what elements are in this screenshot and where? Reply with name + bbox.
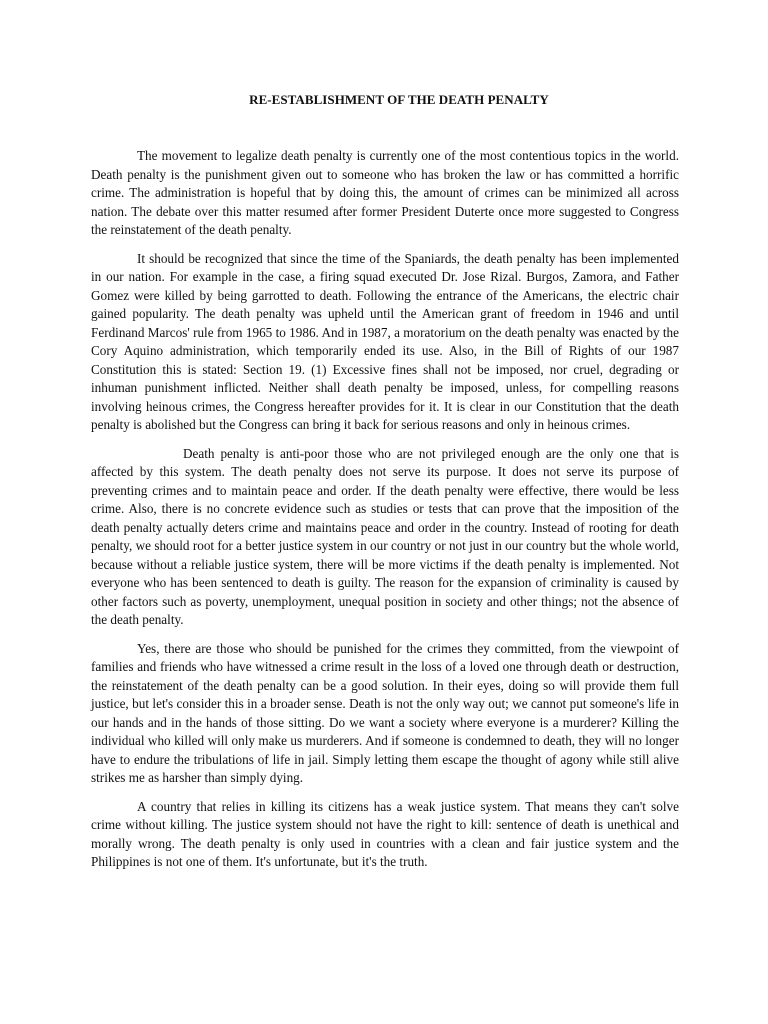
- paragraph-3: Death penalty is anti-poor those who are not privileged enough are the only one that is affected by this system. The death penalty does not serve its purpose. It does not serve its purpose of preventing crimes and to maintain peace and order. If the death penalty were effective, there would be less crime. Also, there is no concrete evidence such as studies or tests that can prove that the imposition of the death penalty actually deters crime and maintains peace and order in the country. Instead of rooting for death penalty, we should root for a better justice system in our country or not just in our country but the whole world, because without a reliable justice system, there will be more victims if the death penalty is implemented. Not everyone who has been sentenced to death is guilty. The reason for the expansion of criminality is caused by other factors such as poverty, unemployment, unequal position in society and other things; not the absence of the death penalty.: [91, 445, 679, 627]
- document-title: RE-ESTABLISHMENT OF THE DEATH PENALTY: [249, 92, 549, 107]
- paragraph-1: The movement to legalize death penalty is currently one of the most contentious topics in the world. Death penalty is the punishment given out to someone who has broken the law or has committed a horrific crime. The administration is hopeful that by doing this, the amount of crimes can be minimized all across nation. The debate over this matter resumed after former President Duterte once more suggested to Congress the reinstatement of the death penalty.: [91, 148, 679, 237]
- paragraph-4: Yes, there are those who should be punished for the crimes they committed, from the viewpoint of families and friends who have witnessed a crime result in the loss of a loved one through death or destruction, the reinstatement of the death penalty can be a good solution. In their eyes, doing so will provide them full justice, but let's consider this in a broader sense. Death is not the only way out; we cannot put someone's life in our hands and in the hands of those sitting. Do we want a society where everyone is a murderer? Killing the individual who killed will only make us murderers. And if someone is condemned to death, they will no longer have to endure the tribulations of life in jail. Simply letting them escape the thought of agony while still alive strikes me as harsher than simply dying.: [91, 640, 679, 785]
- paragraph-5: A country that relies in killing its citizens has a weak justice system. That means they can't solve crime without killing. The justice system should not have the right to kill: sentence of death is unethical and morally wrong. The death penalty is only used in countries with a clean and fair justice system and the Philippines is not one of them. It's unfortunate, but it's the truth.: [91, 798, 679, 869]
- document-body: [91, 147, 679, 882]
- paragraph-2: It should be recognized that since the time of the Spaniards, the death penalty has been implemented in our nation. For example in the case, a firing squad executed Dr. Jose Rizal. Burgos, Zamora, and Father Gomez were killed by being garrotted to death. Following the entrance of the Americans, the electric chair gained popularity. The death penalty was upheld until the American grant of freedom in 1946 and until Ferdinand Marcos' rule from 1965 to 1986. And in 1987, a moratorium on the death penalty was enacted by the Cory Aquino administration, which temporarily ended its use. Also, in the Bill of Rights of our 1987 Constitution this is stated: Section 19. (1) Excessive fines shall not be imposed, nor cruel, degrading or inhuman punishment inflicted. Neither shall death penalty be imposed, unless, for compelling reasons involving heinous crimes, the Congress hereafter provides for it. It is clear in our Constitution that the death penalty is abolished but the Congress can bring it back for serious reasons and only in heinous crimes.: [91, 250, 679, 432]
